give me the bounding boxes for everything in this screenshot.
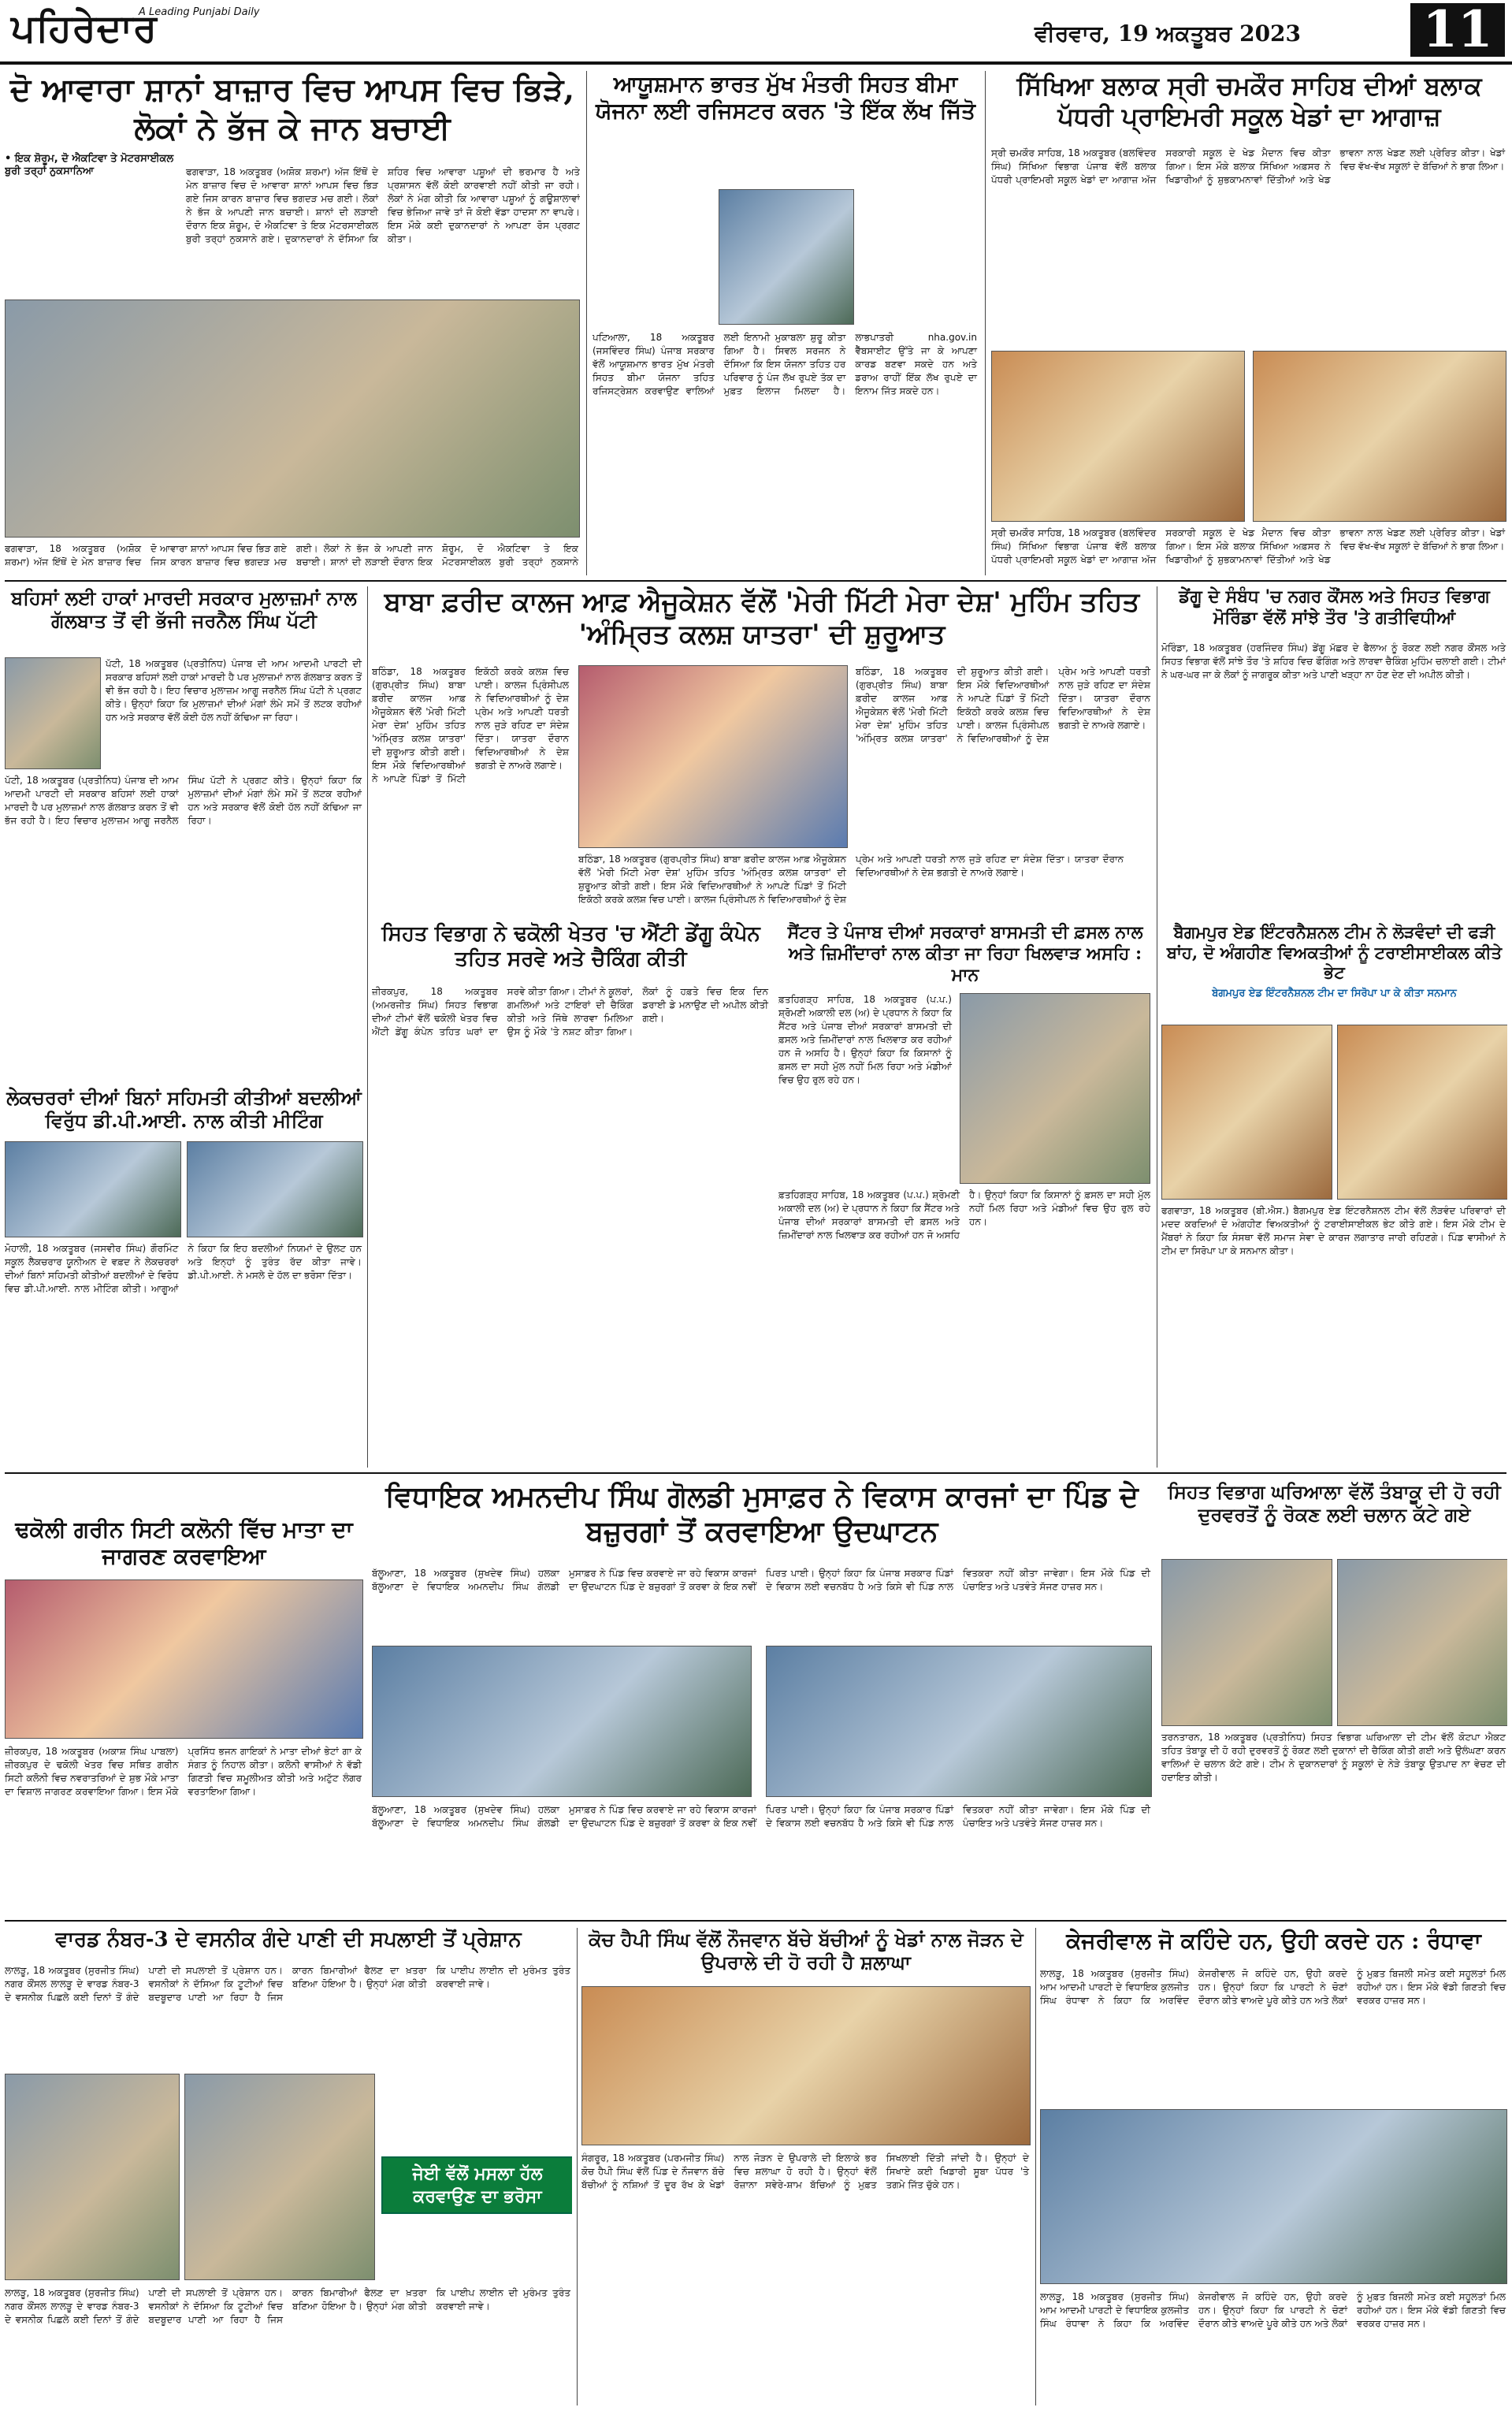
subhead: • ਇਕ ਸ਼ੋਰੂਮ, ਦੋ ਐਕਟਿਵਾ ਤੇ ਮੋਟਰਸਾਈਕਲ ਬੁਰੀ ਤਰ੍ਹਾਂ ਨੁਕਸਾਨਿਆ <box>5 152 174 178</box>
photo-tricycle-right <box>1337 1025 1507 1200</box>
headline: ਡੇਂਗੂ ਦੇ ਸੰਬੰਧ 'ਚ ਨਗਰ ਕੌਂਸਲ ਅਤੇ ਸਿਹਤ ਵਿਭਾਗ ਮੋਰਿੰਡਾ ਵੱਲੋਂ ਸਾਂਝੇ ਤੌਰ 'ਤੇ ਗਤੀਵਿਧੀਆਂ <box>1179 586 1490 628</box>
column-rule <box>367 586 368 1468</box>
article-body: ਪਟਿਆਲਾ, 18 ਅਕਤੂਬਰ (ਜਸਵਿੰਦਰ ਸਿੰਘ) ਪੰਜਾਬ ਸਰਕਾਰ ਵੱਲੋਂ ਆਯੂਸ਼ਮਾਨ ਭਾਰਤ ਮੁੱਖ ਮੰਤਰੀ ਸਿਹਤ ਬੀਮਾ ਯੋਜਨਾ ਤਹਿਤ ਰਜਿਸਟ੍ਰੇਸ਼ਨ ਕਰਵਾਉਣ ਵਾਲਿਆਂ ਲਈ ਇਨਾਮੀ ਮੁਕਾਬਲਾ ਸ਼ੁਰੂ ਕੀਤਾ ਗਿਆ ਹੈ। ਸਿਵਲ ਸਰਜਨ ਨੇ ਦੱਸਿਆ ਕਿ ਇਸ ਯੋਜਨਾ ਤਹਿਤ ਹਰ ਪਰਿਵਾਰ ਨੂੰ ਪੰਜ ਲੱਖ ਰੁਪਏ ਤੱਕ ਦਾ ਮੁਫ਼ਤ ਇਲਾਜ ਮਿਲਦਾ ਹੈ। ਲਾਭਪਾਤਰੀ nha.gov.in ਵੈੱਬਸਾਈਟ ਉੱਤੇ ਜਾ ਕੇ ਆਪਣਾ ਕਾਰਡ ਬਣਵਾ ਸਕਦੇ ਹਨ ਅਤੇ ਡਰਾਅ ਰਾਹੀਂ ਇੱਕ ਲੱਖ ਰੁਪਏ ਦਾ ਇਨਾਮ ਜਿੱਤ ਸਕਦੇ ਹਨ। <box>593 332 977 397</box>
article-body-continued: ਸ੍ਰੀ ਚਮਕੌਰ ਸਾਹਿਬ, 18 ਅਕਤੂਬਰ (ਬਲਵਿੰਦਰ ਸਿੰਘ) ਸਿੱਖਿਆ ਵਿਭਾਗ ਪੰਜਾਬ ਵੱਲੋਂ ਬਲਾਕ ਪੱਧਰੀ ਪ੍ਰਾਇਮਰੀ ਸਕੂਲ ਖੇਡਾਂ ਦਾ ਆਗਾਜ਼ ਅੱਜ ਸਰਕਾਰੀ ਸਕੂਲ ਦੇ ਖੇਡ ਮੈਦਾਨ ਵਿਚ ਕੀਤਾ ਗਿਆ। ਇਸ ਮੌਕੇ ਬਲਾਕ ਸਿੱਖਿਆ ਅਫ਼ਸਰ ਨੇ ਖਿਡਾਰੀਆਂ ਨੂੰ ਸ਼ੁਭਕਾਮਨਾਵਾਂ ਦਿੱਤੀਆਂ ਅਤੇ ਖੇਡ ਭਾਵਨਾ ਨਾਲ ਖੇਡਣ ਲਈ ਪ੍ਰੇਰਿਤ ਕੀਤਾ। ਖੇਡਾਂ ਵਿਚ ਵੱਖ-ਵੱਖ ਸਕੂਲਾਂ ਦੇ ਬੱਚਿਆਂ ਨੇ ਭਾਗ ਲਿਆ। <box>991 527 1505 566</box>
article-body: ਪੱਟੀ, 18 ਅਕਤੂਬਰ (ਪ੍ਰਤੀਨਿਧ) ਪੰਜਾਬ ਦੀ ਆਮ ਆਦਮੀ ਪਾਰਟੀ ਦੀ ਸਰਕਾਰ ਬਹਿਸਾਂ ਲਈ ਹਾਕਾਂ ਮਾਰਦੀ ਹੈ ਪਰ ਮੁਲਾਜ਼ਮਾਂ ਨਾਲ ਗੱਲਬਾਤ ਕਰਨ ਤੋਂ ਵੀ ਭੱਜ ਰਹੀ ਹੈ। ਇਹ ਵਿਚਾਰ ਮੁਲਾਜ਼ਮ ਆਗੂ ਜਰਨੈਲ ਸਿੰਘ ਪੱਟੀ ਨੇ ਪ੍ਰਗਟ ਕੀਤੇ। ਉਨ੍ਹਾਂ ਕਿਹਾ ਕਿ ਮੁਲਾਜ਼ਮਾਂ ਦੀਆਂ ਮੰਗਾਂ ਲੰਮੇ ਸਮੇਂ ਤੋਂ ਲਟਕ ਰਹੀਆਂ ਹਨ ਅਤੇ ਸਰਕਾਰ ਵੱਲੋਂ ਕੋਈ ਹੱਲ ਨਹੀਂ ਕੱਢਿਆ ਜਾ ਰਿਹਾ। <box>106 658 362 724</box>
column-rule <box>577 1928 578 2405</box>
photo-party-workers <box>1040 2109 1507 2284</box>
photo-residents-left <box>5 2074 180 2280</box>
article-body: ਮੋਹਾਲੀ, 18 ਅਕਤੂਬਰ (ਜਸਵੀਰ ਸਿੰਘ) ਗੌਰਮਿੰਟ ਸਕੂਲ ਲੈਕਚਰਾਰ ਯੂਨੀਅਨ ਦੇ ਵਫ਼ਦ ਨੇ ਲੇਕਚਰਰਾਂ ਦੀਆਂ ਬਿਨਾਂ ਸਹਿਮਤੀ ਕੀਤੀਆਂ ਬਦਲੀਆਂ ਦੇ ਵਿਰੋਧ ਵਿਚ ਡੀ.ਪੀ.ਆਈ. ਨਾਲ ਮੀਟਿੰਗ ਕੀਤੀ। ਆਗੂਆਂ ਨੇ ਕਿਹਾ ਕਿ ਇਹ ਬਦਲੀਆਂ ਨਿਯਮਾਂ ਦੇ ਉਲਟ ਹਨ ਅਤੇ ਇਨ੍ਹਾਂ ਨੂੰ ਤੁਰੰਤ ਰੱਦ ਕੀਤਾ ਜਾਵੇ। ਡੀ.ਪੀ.ਆਈ. ਨੇ ਮਸਲੇ ਦੇ ਹੱਲ ਦਾ ਭਰੋਸਾ ਦਿੱਤਾ। <box>5 1243 362 1295</box>
headline: ਸਿਹਤ ਵਿਭਾਗ ਘਰਿਆਲਾ ਵੱਲੋਂ ਤੰਬਾਕੂ ਦੀ ਹੋ ਰਹੀ ਦੁਰਵਰਤੋਂ ਨੂੰ ਰੋਕਣ ਲਈ ਚਲਾਨ ਕੱਟੇ ਗਏ <box>1168 1480 1501 1527</box>
headline: ਸੈਂਟਰ ਤੇ ਪੰਜਾਬ ਦੀਆਂ ਸਰਕਾਰਾਂ ਬਾਸਮਤੀ ਦੀ ਫ਼ਸਲ ਨਾਲ ਅਤੇ ਜ਼ਿਮੀਂਦਾਰਾਂ ਨਾਲ ਕੀਤਾ ਜਾ ਰਿਹਾ ਖਿਲਵਾੜ ਅਸਹਿ : ਮਾਨ <box>787 922 1143 985</box>
photo-health-team-left <box>1161 1559 1332 1726</box>
story-lecturers-meeting <box>5 1086 363 1512</box>
story-ayushman-bharat <box>593 71 979 575</box>
headline: ਢਕੋਲੀ ਗਰੀਨ ਸਿਟੀ ਕਲੋਨੀ ਵਿੱਚ ਮਾਤਾ ਦਾ ਜਾਗਰਣ ਕਰਵਾਇਆ <box>15 1516 353 1570</box>
headline: ਦੋ ਆਵਾਰਾ ਸ਼ਾਨਾਂ ਬਾਜ਼ਾਰ ਵਿਚ ਆਪਸ ਵਿਚ ਭਿੜੇ, ਲੋਕਾਂ ਨੇ ਭੱਜ ਕੇ ਜਾਨ ਬਚਾਈ <box>9 71 575 147</box>
article-body: ਜ਼ੀਰਕਪੁਰ, 18 ਅਕਤੂਬਰ (ਅਮਰਜੀਤ ਸਿੰਘ) ਸਿਹਤ ਵਿਭਾਗ ਦੀਆਂ ਟੀਮਾਂ ਵੱਲੋਂ ਢਕੋਲੀ ਖੇਤਰ ਵਿਚ ਐਂਟੀ ਡੇਂਗੂ ਕੰਪੇਨ ਤਹਿਤ ਘਰਾਂ ਦਾ ਸਰਵੇ ਕੀਤਾ ਗਿਆ। ਟੀਮਾਂ ਨੇ ਕੂਲਰਾਂ, ਗਮਲਿਆਂ ਅਤੇ ਟਾਇਰਾਂ ਦੀ ਚੈਕਿੰਗ ਕੀਤੀ ਅਤੇ ਜਿੱਥੇ ਲਾਰਵਾ ਮਿਲਿਆ ਉਸ ਨੂੰ ਮੌਕੇ 'ਤੇ ਨਸ਼ਟ ਕੀਤਾ ਗਿਆ। ਲੋਕਾਂ ਨੂੰ ਹਫ਼ਤੇ ਵਿਚ ਇਕ ਦਿਨ ਡਰਾਈ ਡੇ ਮਨਾਉਣ ਦੀ ਅਪੀਲ ਕੀਤੀ ਗਈ। <box>372 986 768 1038</box>
article-body: ਬੱਲੂਆਣਾ, 18 ਅਕਤੂਬਰ (ਸੁਖਦੇਵ ਸਿੰਘ) ਹਲਕਾ ਬੱਲੂਆਣਾ ਦੇ ਵਿਧਾਇਕ ਅਮਨਦੀਪ ਸਿੰਘ ਗੋਲਡੀ ਮੁਸਾਫ਼ਰ ਨੇ ਪਿੰਡ ਵਿਚ ਕਰਵਾਏ ਜਾ ਰਹੇ ਵਿਕਾਸ ਕਾਰਜਾਂ ਦਾ ਉਦਘਾਟਨ ਪਿੰਡ ਦੇ ਬਜ਼ੁਰਗਾਂ ਤੋਂ ਕਰਵਾ ਕੇ ਇਕ ਨਵੀਂ ਪਿਰਤ ਪਾਈ। ਉਨ੍ਹਾਂ ਕਿਹਾ ਕਿ ਪੰਜਾਬ ਸਰਕਾਰ ਪਿੰਡਾਂ ਦੇ ਵਿਕਾਸ ਲਈ ਵਚਨਬੱਧ ਹੈ ਅਤੇ ਕਿਸੇ ਵੀ ਪਿੰਡ ਨਾਲ ਵਿਤਕਰਾ ਨਹੀਂ ਕੀਤਾ ਜਾਵੇਗਾ। ਇਸ ਮੌਕੇ ਪਿੰਡ ਦੀ ਪੰਚਾਇਤ ਅਤੇ ਪਤਵੰਤੇ ਸੱਜਣ ਹਾਜ਼ਰ ਸਨ। <box>372 1568 1150 1593</box>
story-anti-dengue-survey <box>372 922 770 1466</box>
story-mata-jagran <box>5 1516 363 1911</box>
story-employee-talks <box>5 586 363 1083</box>
photo-official-portrait <box>719 189 854 325</box>
photo-delegation-left <box>5 1141 181 1237</box>
headline: ਵਾਰਡ ਨੰਬਰ-3 ਦੇ ਵਸਨੀਕ ਗੰਦੇ ਪਾਣੀ ਦੀ ਸਪਲਾਈ ਤੋਂ ਪ੍ਰੇਸ਼ਾਨ <box>55 1928 522 1951</box>
story-basmati-mann <box>778 922 1152 1466</box>
headline: ਲੇਕਚਰਰਾਂ ਦੀਆਂ ਬਿਨਾਂ ਸਹਿਮਤੀ ਕੀਤੀਆਂ ਬਦਲੀਆਂ ਵਿਰੁੱਧ ਡੀ.ਪੀ.ਆਈ. ਨਾਲ ਕੀਤੀ ਮੀਟਿੰਗ <box>6 1086 362 1133</box>
headline: ਆਯੂਸ਼ਮਾਨ ਭਾਰਤ ਮੁੱਖ ਮੰਤਰੀ ਸਿਹਤ ਬੀਮਾ ਯੋਜਨਾ ਲਈ ਰਜਿਸਟਰ ਕਰਨ 'ਤੇ ਇੱਕ ਲੱਖ ਜਿੱਤੋ <box>596 71 975 125</box>
article-body: ਲਾਲੜੂ, 18 ਅਕਤੂਬਰ (ਸੁਰਜੀਤ ਸਿੰਘ) ਨਗਰ ਕੌਂਸਲ ਲਾਲੜੂ ਦੇ ਵਾਰਡ ਨੰਬਰ-3 ਦੇ ਵਸਨੀਕ ਪਿਛਲੇ ਕਈ ਦਿਨਾਂ ਤੋਂ ਗੰਦੇ ਪਾਣੀ ਦੀ ਸਪਲਾਈ ਤੋਂ ਪ੍ਰੇਸ਼ਾਨ ਹਨ। ਵਸਨੀਕਾਂ ਨੇ ਦੱਸਿਆ ਕਿ ਟੂਟੀਆਂ ਵਿਚ ਬਦਬੂਦਾਰ ਪਾਣੀ ਆ ਰਿਹਾ ਹੈ ਜਿਸ ਕਾਰਨ ਬਿਮਾਰੀਆਂ ਫੈਲਣ ਦਾ ਖ਼ਤਰਾ ਬਣਿਆ ਹੋਇਆ ਹੈ। ਉਨ੍ਹਾਂ ਮੰਗ ਕੀਤੀ ਕਿ ਪਾਈਪ ਲਾਈਨ ਦੀ ਮੁਰੰਮਤ ਤੁਰੰਤ ਕਰਵਾਈ ਜਾਵੇ। <box>5 1965 570 2004</box>
story-amrit-kalash-yatra <box>372 586 1152 917</box>
article-body: ਲਾਲੜੂ, 18 ਅਕਤੂਬਰ (ਸੁਰਜੀਤ ਸਿੰਘ) ਆਮ ਆਦਮੀ ਪਾਰਟੀ ਦੇ ਵਿਧਾਇਕ ਕੁਲਜੀਤ ਸਿੰਘ ਰੰਧਾਵਾ ਨੇ ਕਿਹਾ ਕਿ ਅਰਵਿੰਦ ਕੇਜਰੀਵਾਲ ਜੋ ਕਹਿੰਦੇ ਹਨ, ਉਹੀ ਕਰਦੇ ਹਨ। ਉਨ੍ਹਾਂ ਕਿਹਾ ਕਿ ਪਾਰਟੀ ਨੇ ਚੋਣਾਂ ਦੌਰਾਨ ਕੀਤੇ ਵਾਅਦੇ ਪੂਰੇ ਕੀਤੇ ਹਨ ਅਤੇ ਲੋਕਾਂ ਨੂੰ ਮੁਫ਼ਤ ਬਿਜਲੀ ਸਮੇਤ ਕਈ ਸਹੂਲਤਾਂ ਮਿਲ ਰਹੀਆਂ ਹਨ। ਇਸ ਮੌਕੇ ਵੱਡੀ ਗਿਣਤੀ ਵਿਚ ਵਰਕਰ ਹਾਜ਼ਰ ਸਨ। <box>1040 1968 1506 2007</box>
section-divider <box>5 580 1506 582</box>
photo-bulls-in-market <box>5 300 580 538</box>
headline: ਸਿਹਤ ਵਿਭਾਗ ਨੇ ਢਕੋਲੀ ਖੇਤਰ 'ਚ ਐਂਟੀ ਡੇਂਗੂ ਕੰਪੇਨ ਤਹਿਤ ਸਰਵੇ ਅਤੇ ਚੈਕਿੰਗ ਕੀਤੀ <box>381 922 760 971</box>
headline: ਬਹਿਸਾਂ ਲਈ ਹਾਕਾਂ ਮਾਰਦੀ ਸਰਕਾਰ ਮੁਲਾਜ਼ਮਾਂ ਨਾਲ ਗੱਲਬਾਤ ਤੋਂ ਵੀ ਭੱਜੀ ਜਰਨੈਲ ਸਿੰਘ ਪੱਟੀ <box>11 586 357 633</box>
article-body-continued: ਲਾਲੜੂ, 18 ਅਕਤੂਬਰ (ਸੁਰਜੀਤ ਸਿੰਘ) ਆਮ ਆਦਮੀ ਪਾਰਟੀ ਦੇ ਵਿਧਾਇਕ ਕੁਲਜੀਤ ਸਿੰਘ ਰੰਧਾਵਾ ਨੇ ਕਿਹਾ ਕਿ ਅਰਵਿੰਦ ਕੇਜਰੀਵਾਲ ਜੋ ਕਹਿੰਦੇ ਹਨ, ਉਹੀ ਕਰਦੇ ਹਨ। ਉਨ੍ਹਾਂ ਕਿਹਾ ਕਿ ਪਾਰਟੀ ਨੇ ਚੋਣਾਂ ਦੌਰਾਨ ਕੀਤੇ ਵਾਅਦੇ ਪੂਰੇ ਕੀਤੇ ਹਨ ਅਤੇ ਲੋਕਾਂ ਨੂੰ ਮੁਫ਼ਤ ਬਿਜਲੀ ਸਮੇਤ ਕਈ ਸਹੂਲਤਾਂ ਮਿਲ ਰਹੀਆਂ ਹਨ। ਇਸ ਮੌਕੇ ਵੱਡੀ ਗਿਣਤੀ ਵਿਚ ਵਰਕਰ ਹਾਜ਼ਰ ਸਨ। <box>1040 2291 1506 2330</box>
photo-inauguration-right <box>766 1646 1152 1797</box>
headline: ਬਾਬਾ ਫ਼ਰੀਦ ਕਾਲਜ ਆਫ਼ ਐਜੂਕੇਸ਼ਨ ਵੱਲੋਂ 'ਮੇਰੀ ਮਿੱਟੀ ਮੇਰਾ ਦੇਸ਼' ਮੁਹਿੰਮ ਤਹਿਤ 'ਅੰਮ੍ਰਿਤ ਕਲਸ਼ ਯਾਤਰਾ' ਦੀ ਸ਼ੁਰੂਆਤ <box>384 586 1140 651</box>
article-body: ਸ੍ਰੀ ਚਮਕੌਰ ਸਾਹਿਬ, 18 ਅਕਤੂਬਰ (ਬਲਵਿੰਦਰ ਸਿੰਘ) ਸਿੱਖਿਆ ਵਿਭਾਗ ਪੰਜਾਬ ਵੱਲੋਂ ਬਲਾਕ ਪੱਧਰੀ ਪ੍ਰਾਇਮਰੀ ਸਕੂਲ ਖੇਡਾਂ ਦਾ ਆਗਾਜ਼ ਅੱਜ ਸਰਕਾਰੀ ਸਕੂਲ ਦੇ ਖੇਡ ਮੈਦਾਨ ਵਿਚ ਕੀਤਾ ਗਿਆ। ਇਸ ਮੌਕੇ ਬਲਾਕ ਸਿੱਖਿਆ ਅਫ਼ਸਰ ਨੇ ਖਿਡਾਰੀਆਂ ਨੂੰ ਸ਼ੁਭਕਾਮਨਾਵਾਂ ਦਿੱਤੀਆਂ ਅਤੇ ਖੇਡ ਭਾਵਨਾ ਨਾਲ ਖੇਡਣ ਲਈ ਪ੍ਰੇਰਿਤ ਕੀਤਾ। ਖੇਡਾਂ ਵਿਚ ਵੱਖ-ਵੱਖ ਸਕੂਲਾਂ ਦੇ ਬੱਚਿਆਂ ਨੇ ਭਾਗ ਲਿਆ। <box>991 147 1505 186</box>
photo-jagran-singers <box>5 1579 363 1739</box>
callout-je-assurance: ਜੇਈ ਵੱਲੋਂ ਮਸਲਾ ਹੱਲ ਕਰਵਾਉਣ ਦਾ ਭਰੋਸਾ <box>381 2156 572 2214</box>
story-tobacco-challans <box>1161 1480 1507 1914</box>
article-body: ਫਗਵਾੜਾ, 18 ਅਕਤੂਬਰ (ਅਸ਼ੋਕ ਸ਼ਰਮਾ) ਅੱਜ ਇੱਥੋਂ ਦੇ ਮੇਨ ਬਾਜ਼ਾਰ ਵਿਚ ਦੋ ਆਵਾਰਾ ਸ਼ਾਨਾਂ ਆਪਸ ਵਿਚ ਭਿੜ ਗਏ ਜਿਸ ਕਾਰਨ ਬਾਜ਼ਾਰ ਵਿਚ ਭਗਦੜ ਮਚ ਗਈ। ਲੋਕਾਂ ਨੇ ਭੱਜ ਕੇ ਆਪਣੀ ਜਾਨ ਬਚਾਈ। ਸ਼ਾਨਾਂ ਦੀ ਲੜਾਈ ਦੌਰਾਨ ਇਕ ਸ਼ੋਰੂਮ, ਦੋ ਐਕਟਿਵਾ ਤੇ ਇਕ ਮੋਟਰਸਾਈਕਲ ਬੁਰੀ ਤਰ੍ਹਾਂ ਨੁਕਸਾਨੇ ਗਏ। ਦੁਕਾਨਦਾਰਾਂ ਨੇ ਦੱਸਿਆ ਕਿ ਸ਼ਹਿਰ ਵਿਚ ਆਵਾਰਾ ਪਸ਼ੂਆਂ ਦੀ ਭਰਮਾਰ ਹੈ ਅਤੇ ਪ੍ਰਸ਼ਾਸਨ ਵੱਲੋਂ ਕੋਈ ਕਾਰਵਾਈ ਨਹੀਂ ਕੀਤੀ ਜਾ ਰਹੀ। ਲੋਕਾਂ ਨੇ ਮੰਗ ਕੀਤੀ ਕਿ ਆਵਾਰਾ ਪਸ਼ੂਆਂ ਨੂੰ ਗਊਸ਼ਾਲਾਵਾਂ ਵਿਚ ਭੇਜਿਆ ਜਾਵੇ ਤਾਂ ਜੋ ਕੋਈ ਵੱਡਾ ਹਾਦਸਾ ਨਾ ਵਾਪਰੇ। ਇਸ ਮੌਕੇ ਕਈ ਦੁਕਾਨਦਾਰਾਂ ਨੇ ਆਪਣਾ ਰੋਸ ਪ੍ਰਗਟ ਕੀਤਾ। <box>186 166 580 245</box>
story-kejriwal-randhawa <box>1040 1928 1507 2405</box>
photo-simranjit-mann <box>960 993 1150 1184</box>
article-body: ਫਗਵਾੜਾ, 18 ਅਕਤੂਬਰ (ਬੀ.ਐਸ.) ਬੈਗਮਪੁਰ ਏਡ ਇੰਟਰਨੈਸ਼ਨਲ ਟੀਮ ਵੱਲੋਂ ਲੋੜਵੰਦ ਪਰਿਵਾਰਾਂ ਦੀ ਮਦਦ ਕਰਦਿਆਂ ਦੋ ਅੰਗਹੀਣ ਵਿਅਕਤੀਆਂ ਨੂੰ ਟਰਾਈਸਾਈਕਲ ਭੇਟ ਕੀਤੇ ਗਏ। ਇਸ ਮੌਕੇ ਟੀਮ ਦੇ ਮੈਂਬਰਾਂ ਨੇ ਕਿਹਾ ਕਿ ਸੰਸਥਾ ਵੱਲੋਂ ਸਮਾਜ ਸੇਵਾ ਦੇ ਕਾਰਜ ਲਗਾਤਾਰ ਜਾਰੀ ਰਹਿਣਗੇ। ਪਿੰਡ ਵਾਸੀਆਂ ਨੇ ਟੀਮ ਦਾ ਸਿਰੋਪਾ ਪਾ ਕੇ ਸਨਮਾਨ ਕੀਤਾ। <box>1161 1205 1506 1257</box>
column-rule <box>586 71 587 575</box>
story-chamkaur-sahib-games <box>991 71 1507 575</box>
article-body-continued: ਪੱਟੀ, 18 ਅਕਤੂਬਰ (ਪ੍ਰਤੀਨਿਧ) ਪੰਜਾਬ ਦੀ ਆਮ ਆਦਮੀ ਪਾਰਟੀ ਦੀ ਸਰਕਾਰ ਬਹਿਸਾਂ ਲਈ ਹਾਕਾਂ ਮਾਰਦੀ ਹੈ ਪਰ ਮੁਲਾਜ਼ਮਾਂ ਨਾਲ ਗੱਲਬਾਤ ਕਰਨ ਤੋਂ ਵੀ ਭੱਜ ਰਹੀ ਹੈ। ਇਹ ਵਿਚਾਰ ਮੁਲਾਜ਼ਮ ਆਗੂ ਜਰਨੈਲ ਸਿੰਘ ਪੱਟੀ ਨੇ ਪ੍ਰਗਟ ਕੀਤੇ। ਉਨ੍ਹਾਂ ਕਿਹਾ ਕਿ ਮੁਲਾਜ਼ਮਾਂ ਦੀਆਂ ਮੰਗਾਂ ਲੰਮੇ ਸਮੇਂ ਤੋਂ ਲਟਕ ਰਹੀਆਂ ਹਨ ਅਤੇ ਸਰਕਾਰ ਵੱਲੋਂ ਕੋਈ ਹੱਲ ਨਹੀਂ ਕੱਢਿਆ ਜਾ ਰਿਹਾ। <box>5 775 362 827</box>
article-body-mid: ਬਠਿੰਡਾ, 18 ਅਕਤੂਬਰ (ਗੁਰਪ੍ਰੀਤ ਸਿੰਘ) ਬਾਬਾ ਫ਼ਰੀਦ ਕਾਲਜ ਆਫ਼ ਐਜੂਕੇਸ਼ਨ ਵੱਲੋਂ 'ਮੇਰੀ ਮਿੱਟੀ ਮੇਰਾ ਦੇਸ਼' ਮੁਹਿੰਮ ਤਹਿਤ 'ਅੰਮ੍ਰਿਤ ਕਲਸ਼ ਯਾਤਰਾ' ਦੀ ਸ਼ੁਰੂਆਤ ਕੀਤੀ ਗਈ। ਇਸ ਮੌਕੇ ਵਿਦਿਆਰਥੀਆਂ ਨੇ ਆਪਣੇ ਪਿੰਡਾਂ ਤੋਂ ਮਿੱਟੀ ਇਕੱਠੀ ਕਰਕੇ ਕਲਸ਼ ਵਿਚ ਪਾਈ। ਕਾਲਜ ਪ੍ਰਿੰਸੀਪਲ ਨੇ ਵਿਦਿਆਰਥੀਆਂ ਨੂੰ ਦੇਸ਼ ਪ੍ਰੇਮ ਅਤੇ ਆਪਣੀ ਧਰਤੀ ਨਾਲ ਜੁੜੇ ਰਹਿਣ ਦਾ ਸੰਦੇਸ਼ ਦਿੱਤਾ। ਯਾਤਰਾ ਦੌਰਾਨ ਵਿਦਿਆਰਥੀਆਂ ਨੇ ਦੇਸ਼ ਭਗਤੀ ਦੇ ਨਾਅਰੇ ਲਗਾਏ। <box>578 854 1124 906</box>
photo-health-team-right <box>1337 1559 1507 1726</box>
article-body-right: ਬਠਿੰਡਾ, 18 ਅਕਤੂਬਰ (ਗੁਰਪ੍ਰੀਤ ਸਿੰਘ) ਬਾਬਾ ਫ਼ਰੀਦ ਕਾਲਜ ਆਫ਼ ਐਜੂਕੇਸ਼ਨ ਵੱਲੋਂ 'ਮੇਰੀ ਮਿੱਟੀ ਮੇਰਾ ਦੇਸ਼' ਮੁਹਿੰਮ ਤਹਿਤ 'ਅੰਮ੍ਰਿਤ ਕਲਸ਼ ਯਾਤਰਾ' ਦੀ ਸ਼ੁਰੂਆਤ ਕੀਤੀ ਗਈ। ਇਸ ਮੌਕੇ ਵਿਦਿਆਰਥੀਆਂ ਨੇ ਆਪਣੇ ਪਿੰਡਾਂ ਤੋਂ ਮਿੱਟੀ ਇਕੱਠੀ ਕਰਕੇ ਕਲਸ਼ ਵਿਚ ਪਾਈ। ਕਾਲਜ ਪ੍ਰਿੰਸੀਪਲ ਨੇ ਵਿਦਿਆਰਥੀਆਂ ਨੂੰ ਦੇਸ਼ ਪ੍ਰੇਮ ਅਤੇ ਆਪਣੀ ਧਰਤੀ ਨਾਲ ਜੁੜੇ ਰਹਿਣ ਦਾ ਸੰਦੇਸ਼ ਦਿੱਤਾ। ਯਾਤਰਾ ਦੌਰਾਨ ਵਿਦਿਆਰਥੀਆਂ ਨੇ ਦੇਸ਼ ਭਗਤੀ ਦੇ ਨਾਅਰੇ ਲਗਾਏ। <box>856 666 1150 745</box>
subhead: ਬੇਗਮਪੁਰ ਏਡ ਇੰਟਰਨੈਸ਼ਨਲ ਟੀਮ ਦਾ ਸਿਰੋਪਾ ਪਾ ਕੇ ਕੀਤਾ ਸਨਮਾਨ <box>1212 987 1457 999</box>
photo-school-games-left <box>991 351 1245 522</box>
photo-school-games-right <box>1253 351 1506 522</box>
photo-tricycle-left <box>1161 1025 1332 1200</box>
article-body: ਬਠਿੰਡਾ, 18 ਅਕਤੂਬਰ (ਗੁਰਪ੍ਰੀਤ ਸਿੰਘ) ਬਾਬਾ ਫ਼ਰੀਦ ਕਾਲਜ ਆਫ਼ ਐਜੂਕੇਸ਼ਨ ਵੱਲੋਂ 'ਮੇਰੀ ਮਿੱਟੀ ਮੇਰਾ ਦੇਸ਼' ਮੁਹਿੰਮ ਤਹਿਤ 'ਅੰਮ੍ਰਿਤ ਕਲਸ਼ ਯਾਤਰਾ' ਦੀ ਸ਼ੁਰੂਆਤ ਕੀਤੀ ਗਈ। ਇਸ ਮੌਕੇ ਵਿਦਿਆਰਥੀਆਂ ਨੇ ਆਪਣੇ ਪਿੰਡਾਂ ਤੋਂ ਮਿੱਟੀ ਇਕੱਠੀ ਕਰਕੇ ਕਲਸ਼ ਵਿਚ ਪਾਈ। ਕਾਲਜ ਪ੍ਰਿੰਸੀਪਲ ਨੇ ਵਿਦਿਆਰਥੀਆਂ ਨੂੰ ਦੇਸ਼ ਪ੍ਰੇਮ ਅਤੇ ਆਪਣੀ ਧਰਤੀ ਨਾਲ ਜੁੜੇ ਰਹਿਣ ਦਾ ਸੰਦੇਸ਼ ਦਿੱਤਾ। ਯਾਤਰਾ ਦੌਰਾਨ ਵਿਦਿਆਰਥੀਆਂ ਨੇ ਦੇਸ਼ ਭਗਤੀ ਦੇ ਨਾਅਰੇ ਲਗਾਏ। <box>372 666 569 785</box>
article-body-continued: ਲਾਲੜੂ, 18 ਅਕਤੂਬਰ (ਸੁਰਜੀਤ ਸਿੰਘ) ਨਗਰ ਕੌਂਸਲ ਲਾਲੜੂ ਦੇ ਵਾਰਡ ਨੰਬਰ-3 ਦੇ ਵਸਨੀਕ ਪਿਛਲੇ ਕਈ ਦਿਨਾਂ ਤੋਂ ਗੰਦੇ ਪਾਣੀ ਦੀ ਸਪਲਾਈ ਤੋਂ ਪ੍ਰੇਸ਼ਾਨ ਹਨ। ਵਸਨੀਕਾਂ ਨੇ ਦੱਸਿਆ ਕਿ ਟੂਟੀਆਂ ਵਿਚ ਬਦਬੂਦਾਰ ਪਾਣੀ ਆ ਰਿਹਾ ਹੈ ਜਿਸ ਕਾਰਨ ਬਿਮਾਰੀਆਂ ਫੈਲਣ ਦਾ ਖ਼ਤਰਾ ਬਣਿਆ ਹੋਇਆ ਹੈ। ਉਨ੍ਹਾਂ ਮੰਗ ਕੀਤੀ ਕਿ ਪਾਈਪ ਲਾਈਨ ਦੀ ਮੁਰੰਮਤ ਤੁਰੰਤ ਕਰਵਾਈ ਜਾਵੇ। <box>5 2287 570 2326</box>
article-body-continued: ਫ਼ਤਹਿਗੜ੍ਹ ਸਾਹਿਬ, 18 ਅਕਤੂਬਰ (ਪ.ਪ.) ਸ਼੍ਰੋਮਣੀ ਅਕਾਲੀ ਦਲ (ਅ) ਦੇ ਪ੍ਰਧਾਨ ਨੇ ਕਿਹਾ ਕਿ ਸੈਂਟਰ ਅਤੇ ਪੰਜਾਬ ਦੀਆਂ ਸਰਕਾਰਾਂ ਬਾਸਮਤੀ ਦੀ ਫ਼ਸਲ ਅਤੇ ਜ਼ਿਮੀਂਦਾਰਾਂ ਨਾਲ ਖਿਲਵਾੜ ਕਰ ਰਹੀਆਂ ਹਨ ਜੋ ਅਸਹਿ ਹੈ। ਉਨ੍ਹਾਂ ਕਿਹਾ ਕਿ ਕਿਸਾਨਾਂ ਨੂੰ ਫ਼ਸਲ ਦਾ ਸਹੀ ਮੁੱਲ ਨਹੀਂ ਮਿਲ ਰਿਹਾ ਅਤੇ ਮੰਡੀਆਂ ਵਿਚ ਉਹ ਰੁਲ ਰਹੇ ਹਨ। <box>778 1189 1150 1241</box>
column-rule <box>1035 1928 1036 2405</box>
article-body: ਤਰਨਤਾਰਨ, 18 ਅਕਤੂਬਰ (ਪ੍ਰਤੀਨਿਧ) ਸਿਹਤ ਵਿਭਾਗ ਘਰਿਆਲਾ ਦੀ ਟੀਮ ਵੱਲੋਂ ਕੋਟਪਾ ਐਕਟ ਤਹਿਤ ਤੰਬਾਕੂ ਦੀ ਹੋ ਰਹੀ ਦੁਰਵਰਤੋਂ ਨੂੰ ਰੋਕਣ ਲਈ ਦੁਕਾਨਾਂ ਦੀ ਚੈਕਿੰਗ ਕੀਤੀ ਗਈ ਅਤੇ ਉਲੰਘਣਾ ਕਰਨ ਵਾਲਿਆਂ ਦੇ ਚਲਾਨ ਕੱਟੇ ਗਏ। ਟੀਮ ਨੇ ਦੁਕਾਨਦਾਰਾਂ ਨੂੰ ਸਕੂਲਾਂ ਦੇ ਨੇੜੇ ਤੰਬਾਕੂ ਉਤਪਾਦ ਨਾ ਵੇਚਣ ਦੀ ਹਦਾਇਤ ਕੀਤੀ। <box>1161 1732 1506 1784</box>
photo-residents-mid <box>184 2074 375 2280</box>
section-divider <box>5 1920 1506 1922</box>
story-begampur-tricycles <box>1161 922 1507 1466</box>
story-mla-goldy-inauguration <box>372 1480 1152 1914</box>
article-body: ਫ਼ਤਹਿਗੜ੍ਹ ਸਾਹਿਬ, 18 ਅਕਤੂਬਰ (ਪ.ਪ.) ਸ਼੍ਰੋਮਣੀ ਅਕਾਲੀ ਦਲ (ਅ) ਦੇ ਪ੍ਰਧਾਨ ਨੇ ਕਿਹਾ ਕਿ ਸੈਂਟਰ ਅਤੇ ਪੰਜਾਬ ਦੀਆਂ ਸਰਕਾਰਾਂ ਬਾਸਮਤੀ ਦੀ ਫ਼ਸਲ ਅਤੇ ਜ਼ਿਮੀਂਦਾਰਾਂ ਨਾਲ ਖਿਲਵਾੜ ਕਰ ਰਹੀਆਂ ਹਨ ਜੋ ਅਸਹਿ ਹੈ। ਉਨ੍ਹਾਂ ਕਿਹਾ ਕਿ ਕਿਸਾਨਾਂ ਨੂੰ ਫ਼ਸਲ ਦਾ ਸਹੀ ਮੁੱਲ ਨਹੀਂ ਮਿਲ ਰਿਹਾ ਅਤੇ ਮੰਡੀਆਂ ਵਿਚ ਉਹ ਰੁਲ ਰਹੇ ਹਨ। <box>778 994 952 1086</box>
page-number: 11 <box>1410 3 1505 57</box>
headline: ਵਿਧਾਇਕ ਅਮਨਦੀਪ ਸਿੰਘ ਗੋਲਡੀ ਮੁਸਾਫ਼ਰ ਨੇ ਵਿਕਾਸ ਕਾਰਜਾਂ ਦਾ ਪਿੰਡ ਦੇ ਬਜ਼ੁਰਗਾਂ ਤੋਂ ਕਰਵਾਇਆ ਉਦਘਾਟਨ <box>385 1480 1139 1548</box>
photo-young-athletes <box>581 1986 1031 2145</box>
section-divider <box>5 1472 1506 1474</box>
headline: ਸਿੱਖਿਆ ਬਲਾਕ ਸ੍ਰੀ ਚਮਕੌਰ ਸਾਹਿਬ ਦੀਆਂ ਬਲਾਕ ਪੱਧਰੀ ਪ੍ਰਾਇਮਰੀ ਸਕੂਲ ਖੇਡਾਂ ਦਾ ਆਗਾਜ਼ <box>1016 71 1482 132</box>
article-body-continued: ਫਗਵਾੜਾ, 18 ਅਕਤੂਬਰ (ਅਸ਼ੋਕ ਸ਼ਰਮਾ) ਅੱਜ ਇੱਥੋਂ ਦੇ ਮੇਨ ਬਾਜ਼ਾਰ ਵਿਚ ਦੋ ਆਵਾਰਾ ਸ਼ਾਨਾਂ ਆਪਸ ਵਿਚ ਭਿੜ ਗਏ ਜਿਸ ਕਾਰਨ ਬਾਜ਼ਾਰ ਵਿਚ ਭਗਦੜ ਮਚ ਗਈ। ਲੋਕਾਂ ਨੇ ਭੱਜ ਕੇ ਆਪਣੀ ਜਾਨ ਬਚਾਈ। ਸ਼ਾਨਾਂ ਦੀ ਲੜਾਈ ਦੌਰਾਨ ਇਕ ਸ਼ੋਰੂਮ, ਦੋ ਐਕਟਿਵਾ ਤੇ ਇਕ ਮੋਟਰਸਾਈਕਲ ਬੁਰੀ ਤਰ੍ਹਾਂ ਨੁਕਸਾਨੇ <box>5 543 578 568</box>
headline: ਕੇਜਰੀਵਾਲ ਜੋ ਕਹਿੰਦੇ ਹਨ, ਉਹੀ ਕਰਦੇ ਹਨ : ਰੰਧਾਵਾ <box>1066 1928 1481 1954</box>
masthead <box>0 0 1512 65</box>
column-rule <box>985 71 986 575</box>
photo-students-group <box>578 665 848 848</box>
headline: ਕੋਚ ਹੈਪੀ ਸਿੰਘ ਵੱਲੋਂ ਨੌਜਵਾਨ ਬੱਚੇ ਬੱਚੀਆਂ ਨੂੰ ਖੇਡਾਂ ਨਾਲ ਜੋੜਨ ਦੇ ਉਪਰਾਲੇ ਦੀ ਹੋ ਰਹੀ ਹੈ ਸ਼ਲਾਘਾ <box>589 1928 1023 1974</box>
article-body: ਸੰਗਰੂਰ, 18 ਅਕਤੂਬਰ (ਪਰਮਜੀਤ ਸਿੰਘ) ਕੋਚ ਹੈਪੀ ਸਿੰਘ ਵੱਲੋਂ ਪਿੰਡ ਦੇ ਨੌਜਵਾਨ ਬੱਚੇ ਬੱਚੀਆਂ ਨੂੰ ਨਸ਼ਿਆਂ ਤੋਂ ਦੂਰ ਰੱਖ ਕੇ ਖੇਡਾਂ ਨਾਲ ਜੋੜਨ ਦੇ ਉਪਰਾਲੇ ਦੀ ਇਲਾਕੇ ਭਰ ਵਿਚ ਸ਼ਲਾਘਾ ਹੋ ਰਹੀ ਹੈ। ਉਨ੍ਹਾਂ ਵੱਲੋਂ ਰੋਜ਼ਾਨਾ ਸਵੇਰੇ-ਸ਼ਾਮ ਬੱਚਿਆਂ ਨੂੰ ਮੁਫ਼ਤ ਸਿਖਲਾਈ ਦਿੱਤੀ ਜਾਂਦੀ ਹੈ। ਉਨ੍ਹਾਂ ਦੇ ਸਿਖਾਏ ਕਈ ਖਿਡਾਰੀ ਸੂਬਾ ਪੱਧਰ 'ਤੇ ਤਗਮੇ ਜਿੱਤ ਚੁੱਕੇ ਹਨ। <box>581 2152 1029 2191</box>
article-body: ਜ਼ੀਰਕਪੁਰ, 18 ਅਕਤੂਬਰ (ਅਕਾਸ਼ ਸਿੰਘ ਪਾਬਲਾ) ਜ਼ੀਰਕਪੁਰ ਦੇ ਢਕੋਲੀ ਖੇਤਰ ਵਿਚ ਸਥਿਤ ਗਰੀਨ ਸਿਟੀ ਕਲੋਨੀ ਵਿਚ ਨਵਰਾਤਰਿਆਂ ਦੇ ਸ਼ੁਭ ਮੌਕੇ ਮਾਤਾ ਦਾ ਵਿਸ਼ਾਲ ਜਾਗਰਣ ਕਰਵਾਇਆ ਗਿਆ। ਇਸ ਮੌਕੇ ਪ੍ਰਸਿੱਧ ਭਜਨ ਗਾਇਕਾਂ ਨੇ ਮਾਤਾ ਦੀਆਂ ਭੇਟਾਂ ਗਾ ਕੇ ਸੰਗਤ ਨੂੰ ਨਿਹਾਲ ਕੀਤਾ। ਕਲੋਨੀ ਵਾਸੀਆਂ ਨੇ ਵੱਡੀ ਗਿਣਤੀ ਵਿਚ ਸ਼ਮੂਲੀਅਤ ਕੀਤੀ ਅਤੇ ਅਟੁੱਟ ਲੰਗਰ ਵਰਤਾਇਆ ਗਿਆ। <box>5 1746 362 1798</box>
issue-date: ਵੀਰਵਾਰ, 19 ਅਕਤੂਬਰ 2023 <box>1034 20 1302 47</box>
story-ward3-dirty-water <box>5 1928 572 2405</box>
article-body-continued: ਬੱਲੂਆਣਾ, 18 ਅਕਤੂਬਰ (ਸੁਖਦੇਵ ਸਿੰਘ) ਹਲਕਾ ਬੱਲੂਆਣਾ ਦੇ ਵਿਧਾਇਕ ਅਮਨਦੀਪ ਸਿੰਘ ਗੋਲਡੀ ਮੁਸਾਫ਼ਰ ਨੇ ਪਿੰਡ ਵਿਚ ਕਰਵਾਏ ਜਾ ਰਹੇ ਵਿਕਾਸ ਕਾਰਜਾਂ ਦਾ ਉਦਘਾਟਨ ਪਿੰਡ ਦੇ ਬਜ਼ੁਰਗਾਂ ਤੋਂ ਕਰਵਾ ਕੇ ਇਕ ਨਵੀਂ ਪਿਰਤ ਪਾਈ। ਉਨ੍ਹਾਂ ਕਿਹਾ ਕਿ ਪੰਜਾਬ ਸਰਕਾਰ ਪਿੰਡਾਂ ਦੇ ਵਿਕਾਸ ਲਈ ਵਚਨਬੱਧ ਹੈ ਅਤੇ ਕਿਸੇ ਵੀ ਪਿੰਡ ਨਾਲ ਵਿਤਕਰਾ ਨਹੀਂ ਕੀਤਾ ਜਾਵੇਗਾ। ਇਸ ਮੌਕੇ ਪਿੰਡ ਦੀ ਪੰਚਾਇਤ ਅਤੇ ਪਤਵੰਤੇ ਸੱਜਣ ਹਾਜ਼ਰ ਸਨ। <box>372 1804 1150 1829</box>
photo-inauguration-left <box>372 1646 752 1797</box>
tagline: A Leading Punjabi Daily <box>139 6 260 18</box>
story-coach-happy-singh <box>581 1928 1031 2405</box>
article-body: ਮੋਰਿੰਡਾ, 18 ਅਕਤੂਬਰ (ਹਰਜਿੰਦਰ ਸਿੰਘ) ਡੇਂਗੂ ਮੱਛਰ ਦੇ ਫੈਲਾਅ ਨੂੰ ਰੋਕਣ ਲਈ ਨਗਰ ਕੌਂਸਲ ਅਤੇ ਸਿਹਤ ਵਿਭਾਗ ਵੱਲੋਂ ਸਾਂਝੇ ਤੌਰ 'ਤੇ ਸ਼ਹਿਰ ਵਿਚ ਫੌਗਿੰਗ ਅਤੇ ਲਾਰਵਾ ਚੈਕਿੰਗ ਮੁਹਿੰਮ ਚਲਾਈ ਗਈ। ਟੀਮਾਂ ਨੇ ਘਰ-ਘਰ ਜਾ ਕੇ ਲੋਕਾਂ ਨੂੰ ਜਾਗਰੂਕ ਕੀਤਾ ਅਤੇ ਪਾਣੀ ਖੜ੍ਹਾ ਨਾ ਹੋਣ ਦੇਣ ਦੀ ਅਪੀਲ ਕੀਤੀ। <box>1161 642 1506 681</box>
photo-leader-portrait <box>5 657 101 769</box>
newspaper-logo: ਪਹਿਰੇਦਾਰ <box>11 6 158 50</box>
photo-delegation-right <box>187 1141 363 1237</box>
story-stray-bulls <box>5 71 580 575</box>
story-dengue-morinda <box>1161 586 1507 917</box>
headline: ਬੈਗਮਪੁਰ ਏਡ ਇੰਟਰਨੈਸ਼ਨਲ ਟੀਮ ਨੇ ਲੋੜਵੰਦਾਂ ਦੀ ਫੜੀ ਬਾਂਹ, ਦੋ ਅੰਗਹੀਣ ਵਿਅਕਤੀਆਂ ਨੂੰ ਟਰਾਈਸਾਈਕਲ ਕੀਤੇ ਭੇਟ <box>1166 922 1503 983</box>
